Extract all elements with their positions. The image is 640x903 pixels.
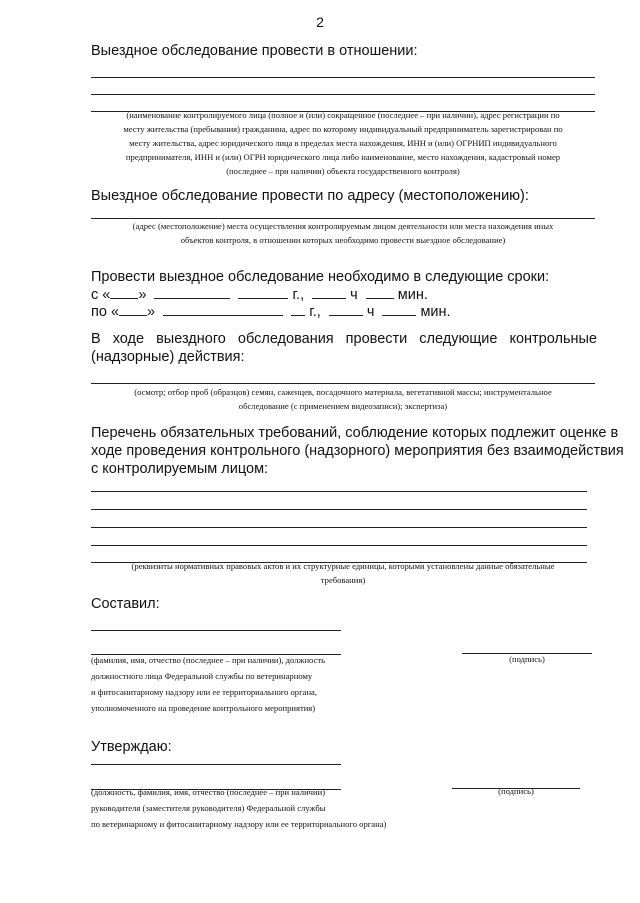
composed-hint-line: (фамилия, имя, отчество (последнее – при наличии), должность: [91, 655, 326, 665]
composed-signature-hint: (подпись): [509, 654, 545, 664]
requirements-heading: [91, 424, 624, 478]
requirements-fill-line-3[interactable]: [91, 527, 587, 528]
actions-hint: [86, 385, 600, 413]
date-to-year-field[interactable]: [291, 303, 305, 316]
requirements-fill-line-4[interactable]: [91, 545, 587, 546]
date-from-month-field[interactable]: [154, 286, 230, 299]
subject-hint-line: (последнее – при наличии) объекта государственного контроля): [226, 166, 460, 176]
dates-heading: Провести выездное обследование необходимо в следующие сроки:: [91, 269, 550, 285]
actions-fill-line[interactable]: [91, 383, 595, 384]
requirements-hint: [86, 559, 600, 587]
approved-heading: Утверждаю:: [91, 739, 172, 755]
date-from-prefix: с «: [91, 287, 111, 303]
composed-hint-line: должностного лица Федеральной службы по ветеринарному: [91, 671, 313, 681]
subject-heading: Выездное обследование провести в отношении:: [91, 43, 418, 59]
actions-hint-line: (осмотр; отбор проб (образцов) семян, саженцев, посадочного материала, вегетативной массы; инструментальное: [134, 387, 552, 397]
requirements-fill-line-1[interactable]: [91, 491, 587, 492]
date-to-minute-suffix: мин.: [420, 304, 451, 320]
approved-hint-line: по ветеринарному и фитосанитарному надзору или ее территориального органа): [91, 819, 387, 829]
date-to-prefix: по «: [91, 304, 120, 320]
page-number: 2: [316, 14, 324, 30]
actions-hint-line: обследование (с применением видеозаписи); экспертиза): [238, 401, 448, 411]
subject-fill-line-1[interactable]: [91, 77, 595, 78]
date-to-row: [91, 303, 451, 320]
approved-signature-hint: (подпись): [498, 786, 534, 796]
date-to-hour-suffix: ч: [366, 304, 375, 320]
date-from-hour-field[interactable]: [312, 286, 346, 299]
subject-hint: [86, 108, 600, 178]
date-to-year-suffix: г.,: [309, 304, 321, 320]
actions-heading-line-1: В ходе выездного обследования провести следующие контрольные: [91, 331, 597, 347]
requirements-heading-line: ходе проведения контрольного (надзорного) мероприятия без взаимодействия: [91, 443, 624, 459]
composed-fill-line-1[interactable]: [91, 630, 341, 631]
subject-hint-line: месту жительства, адрес юридического лица в пределах места нахождения, ИНН и (или) ОГРНИП индивидуального: [129, 138, 557, 148]
actions-heading-line-2: (надзорные) действия:: [91, 349, 245, 365]
subject-hint-line: предпринимателя, ИНН и (или) ОГРН юридического лица либо наименование, место нахождения, кадастровый номер: [125, 152, 561, 162]
date-from-hour-suffix: ч: [350, 287, 358, 303]
date-from-day-field[interactable]: [110, 286, 138, 299]
requirements-hint-line: (реквизиты нормативных правовых актов и их структурные единицы, которыми установлены данные обязательные: [131, 561, 555, 571]
subject-hint-line: месту жительства (пребывания) гражданина, адрес по которому индивидуальный предприниматель зарегистрирован по: [123, 124, 563, 134]
approved-hint: [91, 784, 451, 832]
address-heading: Выездное обследование провести по адресу (местоположению):: [91, 188, 529, 204]
date-to-hour-field[interactable]: [329, 303, 363, 316]
subject-hint-line: (наименование контролируемого лица (полное и (или) сокращенное (последнее – при наличии), адрес регистрации по: [126, 110, 560, 120]
approved-fill-line-1[interactable]: [91, 764, 341, 765]
approved-hint-line: руководителя (заместителя руководителя) Федеральной службы: [91, 803, 326, 813]
composed-hint-line: и фитосанитарному надзору или ее территориального органа,: [91, 687, 318, 697]
address-hint-line: объектов контроля, в отношении которых необходимо провести выездное обследование): [180, 235, 506, 245]
requirements-hint-line: требования): [320, 575, 366, 585]
date-from-row: [91, 286, 428, 303]
composed-hint: [91, 652, 381, 716]
requirements-heading-line: с контролируемым лицом:: [91, 461, 269, 477]
date-to-month-field[interactable]: [163, 303, 283, 316]
date-to-day-field[interactable]: [119, 303, 147, 316]
address-hint: [86, 219, 600, 247]
date-from-year-field[interactable]: [238, 286, 288, 299]
address-hint-line: (адрес (местоположение) места осуществления контролируемым лицом деятельности или места нахождения иных: [132, 221, 554, 231]
composed-hint-line: уполномоченного на проведение контрольного мероприятия): [91, 703, 316, 713]
date-to-minute-field[interactable]: [382, 303, 416, 316]
date-to-quote: »: [147, 304, 156, 320]
requirements-fill-line-2[interactable]: [91, 509, 587, 510]
date-from-year-suffix: г.,: [292, 287, 305, 303]
date-from-minute-suffix: мин.: [397, 287, 428, 303]
requirements-heading-line: Перечень обязательных требований, соблюдение которых подлежит оценке в: [91, 425, 619, 441]
date-from-quote: »: [138, 287, 147, 303]
approved-hint-line: (должность, фамилия, имя, отчество (последнее – при наличии): [91, 787, 326, 797]
date-from-minute-field[interactable]: [366, 286, 394, 299]
subject-fill-line-2[interactable]: [91, 94, 595, 95]
composed-heading: Составил:: [91, 596, 160, 612]
